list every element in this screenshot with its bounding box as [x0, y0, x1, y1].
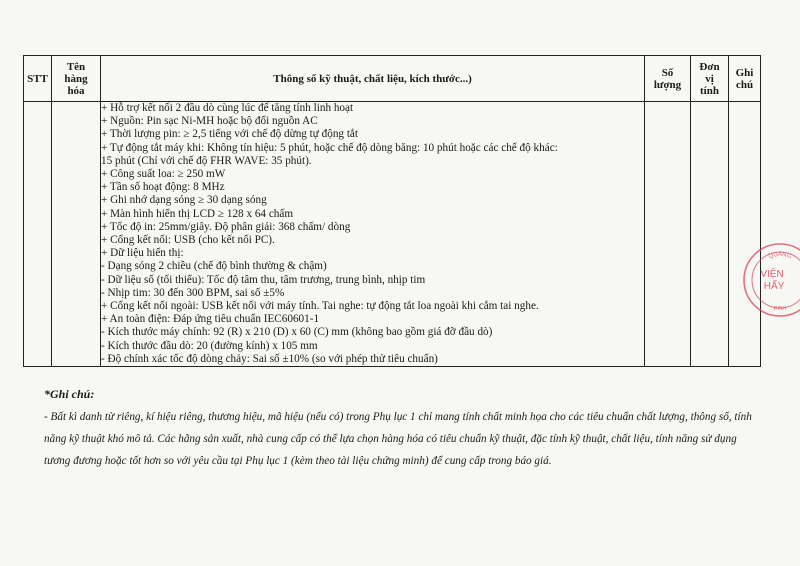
- header-specifications: Thông số kỹ thuật, chất liệu, kích thước...): [101, 56, 645, 102]
- red-seal-stamp: [740, 240, 800, 320]
- spec-line: - Độ chính xác tốc độ dòng chảy: Sai số ±10% (so với phép thử tiêu chuẩn): [101, 352, 438, 365]
- header-note-line: chú: [735, 78, 754, 91]
- cell-stt: [24, 102, 52, 367]
- notes-title: *Ghi chú:: [44, 387, 95, 401]
- cell-unit: [691, 102, 729, 367]
- notes-section: [44, 387, 764, 472]
- cell-quantity: [645, 102, 691, 367]
- header-unit: [691, 56, 729, 102]
- header-unit-line: vị: [705, 72, 714, 85]
- spec-line: + Hỗ trợ kết nối 2 đầu dò cùng lúc để tăng tính linh hoạt: [101, 102, 354, 114]
- spec-table: [23, 55, 761, 367]
- table-header-row: [24, 56, 761, 102]
- spec-line: + Dữ liệu hiển thị:: [101, 247, 184, 260]
- spec-line: + Thời lượng pin: ≥ 2,5 tiếng với chế độ dừng tự động tắt: [101, 128, 358, 141]
- spec-line: 15 phút (Chỉ với chế độ FHR WAVE: 35 phút).: [101, 154, 312, 167]
- header-item-name-line: hóa: [67, 84, 85, 97]
- header-unit-line: tính: [700, 84, 719, 97]
- header-note-line: Ghi: [735, 66, 754, 79]
- cell-note: [729, 102, 761, 367]
- header-quantity: [645, 56, 691, 102]
- spec-line: + Ghi nhớ dạng sóng ≥ 30 dạng sóng: [101, 194, 267, 207]
- cell-item-name: [52, 102, 101, 367]
- header-item-name-line: Tên: [66, 60, 86, 73]
- header-unit-line: Đơn: [699, 60, 720, 73]
- spec-line: - Kích thước máy chính: 92 (R) x 210 (D) x 60 (C) mm (không bao gồm giá đỡ đầu dò): [101, 326, 493, 339]
- header-item-name: [52, 56, 101, 102]
- header-quantity-line: lượng: [653, 78, 682, 91]
- stamp-center-line: HẤY: [763, 281, 785, 292]
- spec-line: - Dạng sóng 2 chiều (chế độ bình thường & chậm): [101, 260, 327, 273]
- stamp-ring-text: QUẢNG: [767, 252, 793, 261]
- spec-line: + Màn hình hiển thị LCD ≥ 128 x 64 chấm: [101, 207, 294, 220]
- header-note: [729, 56, 761, 102]
- spec-line: + Tốc độ in: 25mm/giây. Độ phân giải: 368 chấm/ dòng: [101, 220, 351, 233]
- spec-line: + Tự động tắt máy khi: Không tín hiệu: 5 phút, hoặc chế độ dòng băng: 10 phút hoặc các chế độ khác:: [101, 141, 558, 154]
- spec-line: - Kích thước đầu dò: 20 (đường kính) x 105 mm: [101, 339, 318, 352]
- spec-line: - Dữ liệu số (tối thiểu): Tốc độ tâm thu, tâm trương, trung bình, nhịp tim: [101, 273, 426, 286]
- spec-line: + Cổng kết nối ngoài: USB kết nối với máy tính. Tai nghe: tự động tắt loa ngoài khi cắm tai nghe.: [101, 300, 539, 313]
- table-row: [24, 102, 761, 367]
- spec-line: + Tần số hoạt động: 8 MHz: [101, 181, 225, 194]
- stamp-bottom-text: ĐINH: [773, 306, 787, 312]
- header-quantity-line: Số: [661, 66, 674, 79]
- spec-line: + Công suất loa: ≥ 250 mW: [101, 168, 226, 181]
- header-item-name-line: hàng: [64, 72, 88, 85]
- spec-line: + An toàn điện: Đáp ứng tiêu chuẩn IEC60601-1: [101, 313, 320, 326]
- notes-text: - Bất kì danh từ riêng, kí hiệu riêng, thương hiệu, mã hiệu (nếu có) trong Phụ lục 1 chỉ mang tính chất minh họa cho các tiêu chuẩn chất lượng, thông số, tính năng kỹ thuật khó mô tả. Các hãng sản xuất, nhà cung cấp có thể lựa chọn hàng hóa có tiêu chuẩn kỹ thuật, đặc tính kỹ thuật, chất liệu, tính năng sử dụng tương đương hoặc tốt hơn so với yêu cầu tại Phụ lục 1 (kèm theo tài liệu chứng minh) để cung cấp trong báo giá.: [44, 411, 752, 467]
- svg-text:QUẢNG: [768, 251, 793, 260]
- spec-line: + Cổng kết nối: USB (cho kết nối PC).: [101, 234, 275, 247]
- stamp-center-line: VIỆN: [760, 269, 784, 280]
- spec-line: + Nguồn: Pin sạc Ni-MH hoặc bộ đổi nguồn AC: [101, 115, 318, 128]
- header-stt: STT: [24, 56, 52, 102]
- cell-specifications: [101, 102, 645, 367]
- spec-line: - Nhịp tim: 30 đến 300 BPM, sai số ±5%: [101, 286, 285, 299]
